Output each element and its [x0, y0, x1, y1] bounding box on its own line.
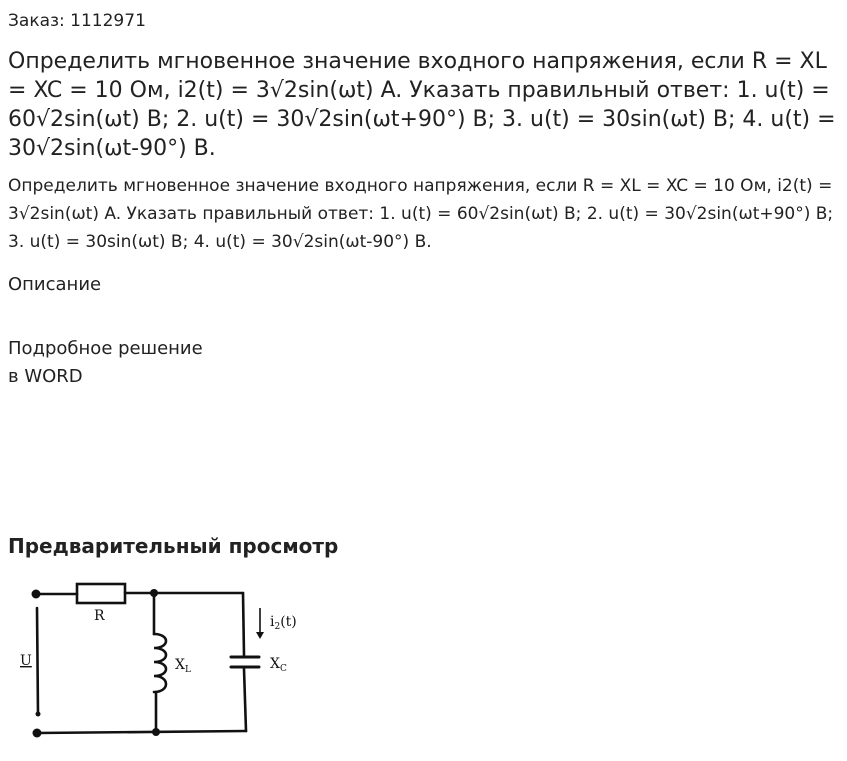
inductor-symbol: [154, 634, 166, 692]
voltage-label: U: [20, 653, 32, 669]
node-junction-top: [150, 589, 158, 597]
wire-capacitor-top: [243, 593, 244, 655]
wire-bottom: [37, 731, 246, 733]
node-input-top: [32, 590, 41, 599]
circuit-diagram: [8, 572, 308, 752]
node-junction-bottom: [152, 728, 160, 736]
current-label: $i_2(t)$: [270, 614, 297, 632]
description-label: Описание: [8, 274, 102, 295]
solution-info: [8, 335, 203, 391]
resistor-symbol: [77, 584, 125, 603]
node-input-tip: [36, 712, 41, 717]
wire-input-left: [37, 608, 38, 714]
resistor-label: R: [94, 608, 105, 624]
order-number: Заказ: 1112971: [8, 11, 146, 31]
current-arrow-head: [256, 632, 264, 639]
node-input-bottom: [33, 729, 42, 738]
wire-capacitor-bottom: [244, 669, 246, 731]
task-description: Определить мгновенное значение входного напряжения, если R = XL = XC = 10 Ом, i2(t) = 3√2sin(ωt) A. Указать правильный ответ: 1. u(t) = 60√2sin(ωt) B; 2. u(t) = 30√2sin(ωt+90°) B; 3. u(t) = 30sin(ωt) B; 4. u(t) = 30√2sin(ωt-90°) B.: [8, 176, 834, 252]
inductor-label: $X_L$: [175, 657, 191, 675]
page-title: Определить мгновенное значение входного напряжения, если R = XL = XC = 10 Ом, i2(t) = 3√2sin(ωt) A. Указать правильный ответ: 1. u(t) = 60√2sin(ωt) B; 2. u(t) = 30√2sin(ωt+90°) B; 3. u(t) = 30sin(ωt) B; 4. u(t) = 30√2sin(ωt-90°) B.: [8, 49, 836, 161]
capacitor-label: $X_C$: [270, 656, 287, 674]
preview-heading: Предварительный просмотр: [8, 534, 339, 558]
solution-line-2: в WORD: [8, 366, 83, 387]
solution-line-1: Подробное решение: [8, 338, 203, 359]
